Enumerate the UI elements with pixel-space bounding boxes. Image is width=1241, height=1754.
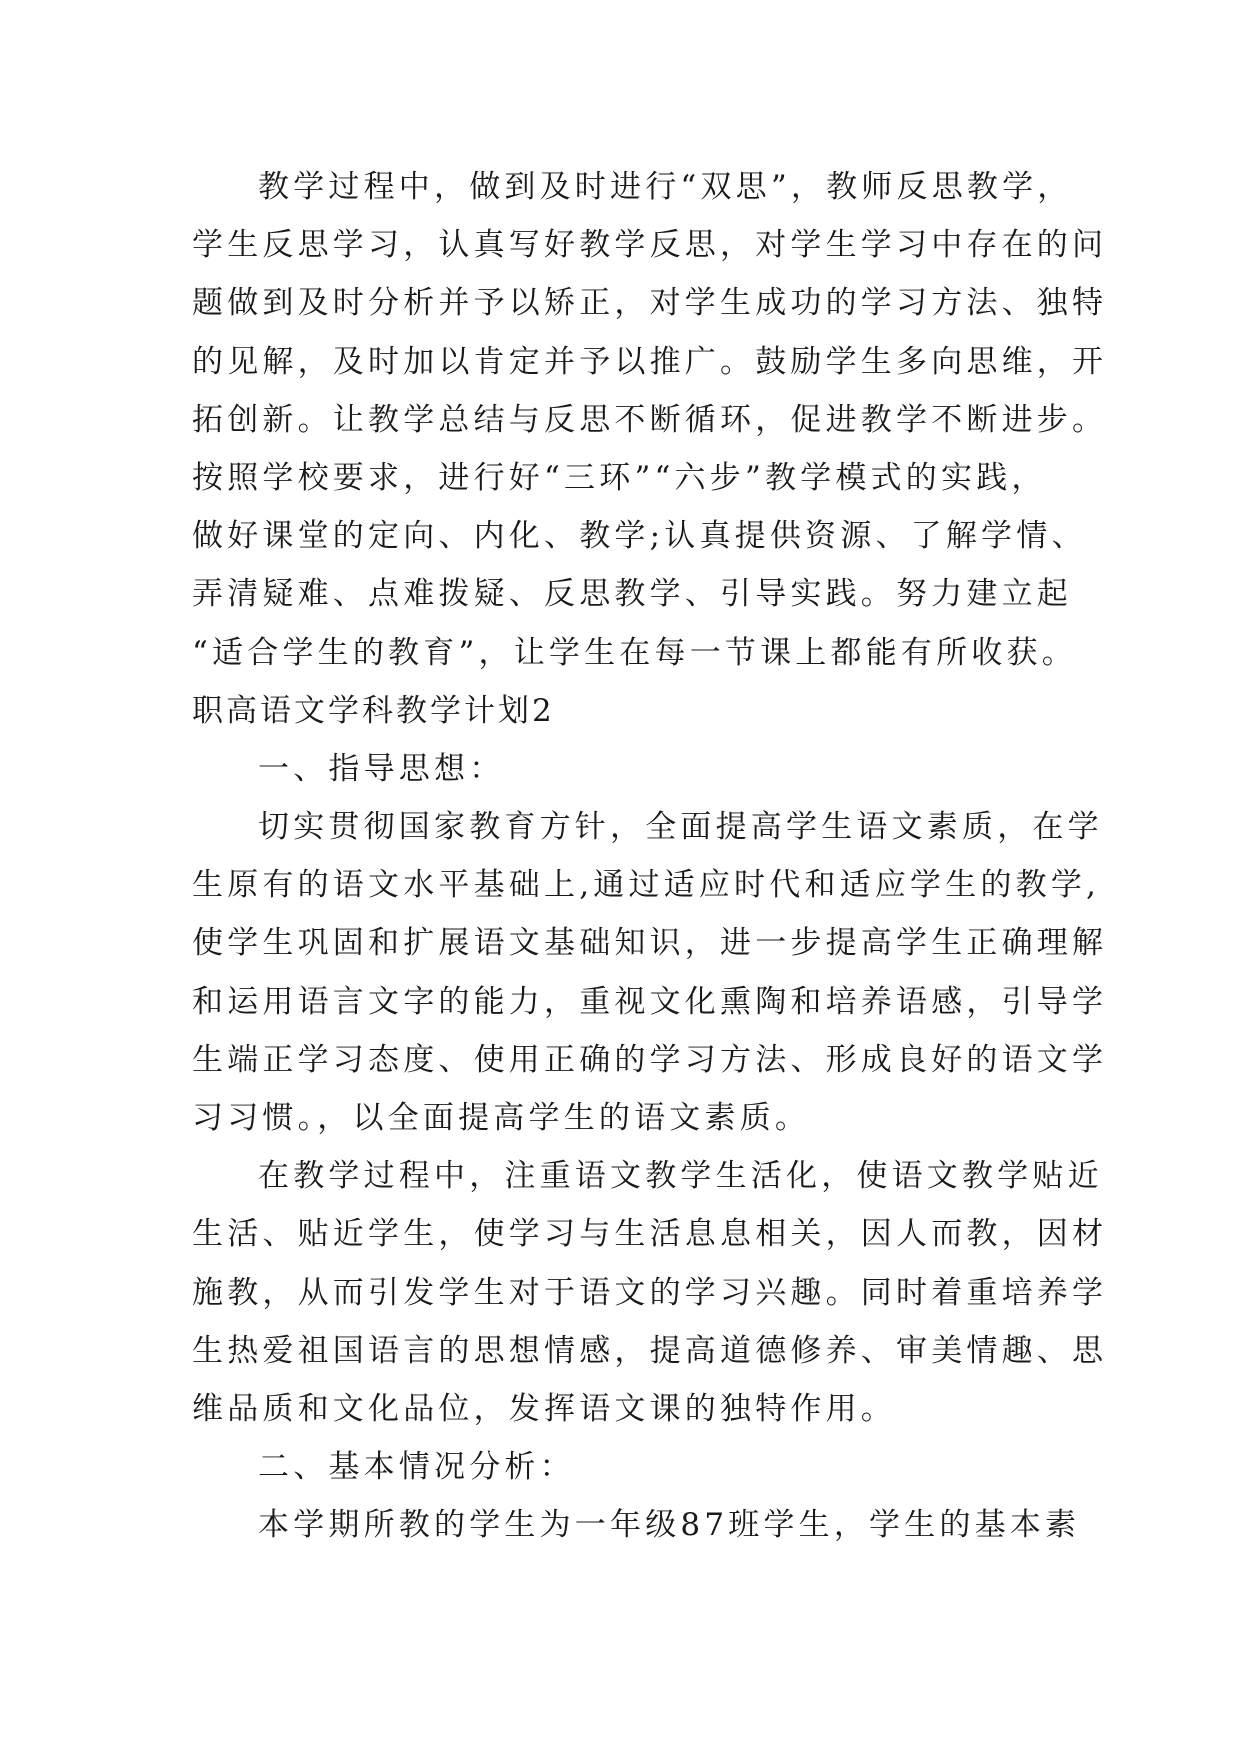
text-line-14: 使学生巩固和扩展语文基础知识，进一步提高学生正确理解 bbox=[192, 925, 1108, 962]
text-line-6: 按照学校要求，进行好“三环”“六步”教学模式的实践， bbox=[192, 459, 1047, 496]
document-body bbox=[192, 158, 1108, 1555]
text-line-1: 教学过程中，做到及时进行“双思”，教师反思教学， bbox=[258, 169, 1073, 205]
section-title: 职高语文学科教学计划2 bbox=[192, 692, 555, 729]
text-line-15: 和运用语言文字的能力，重视文化熏陶和培养语感，引导学 bbox=[192, 983, 1108, 1020]
text-line-2: 学生反思学习，认真写好教学反思，对学生学习中存在的问 bbox=[192, 227, 1108, 264]
text-line-3: 题做到及时分析并予以矫正，对学生成功的学习方法、独特 bbox=[192, 285, 1108, 322]
section-heading-guiding-ideas: 一、指导思想： bbox=[258, 750, 505, 787]
text-line-21: 生热爱祖国语言的思想情感，提高道德修养、审美情趣、思 bbox=[192, 1332, 1108, 1369]
text-line-7: 做好课堂的定向、内化、教学;认真提供资源、了解学情、 bbox=[192, 518, 1087, 555]
text-line-22: 维品质和文化品位，发挥语文课的独特作用。 bbox=[192, 1390, 896, 1427]
text-line-24: 本学期所教的学生为一年级87班学生，学生的基本素 bbox=[258, 1507, 1081, 1544]
text-line-16: 生端正学习态度、使用正确的学习方法、形成良好的语文学 bbox=[192, 1041, 1108, 1078]
text-line-17: 习习惯。，以全面提高学生的语文素质。 bbox=[192, 1100, 811, 1136]
text-line-5: 拓创新。让教学总结与反思不断循环，促进教学不断进步。 bbox=[192, 401, 1108, 438]
text-line-18: 在教学过程中，注重语文教学生活化，使语文教学贴近 bbox=[258, 1158, 1103, 1195]
text-line-4: 的见解，及时加以肯定并予以推广。鼓励学生多向思维，开 bbox=[192, 343, 1108, 380]
text-line-19: 生活、贴近学生，使学习与生活息息相关，因人而教，因材 bbox=[192, 1216, 1108, 1253]
text-line-9: “适合学生的教育”，让学生在每一节课上都能有所收获。 bbox=[192, 634, 1077, 671]
text-line-20: 施教，从而引发学生对于语文的学习兴趣。同时着重培养学 bbox=[192, 1274, 1108, 1311]
section-heading-situation-analysis: 二、基本情况分析： bbox=[258, 1449, 575, 1486]
text-line-13: 生原有的语文水平基础上,通过适应时代和适应学生的教学, bbox=[192, 867, 1101, 904]
text-line-12: 切实贯彻国家教育方针，全面提高学生语文素质，在学 bbox=[258, 809, 1103, 846]
text-line-8: 弄清疑难、点难拨疑、反思教学、引导实践。努力建立起 bbox=[192, 576, 1072, 613]
